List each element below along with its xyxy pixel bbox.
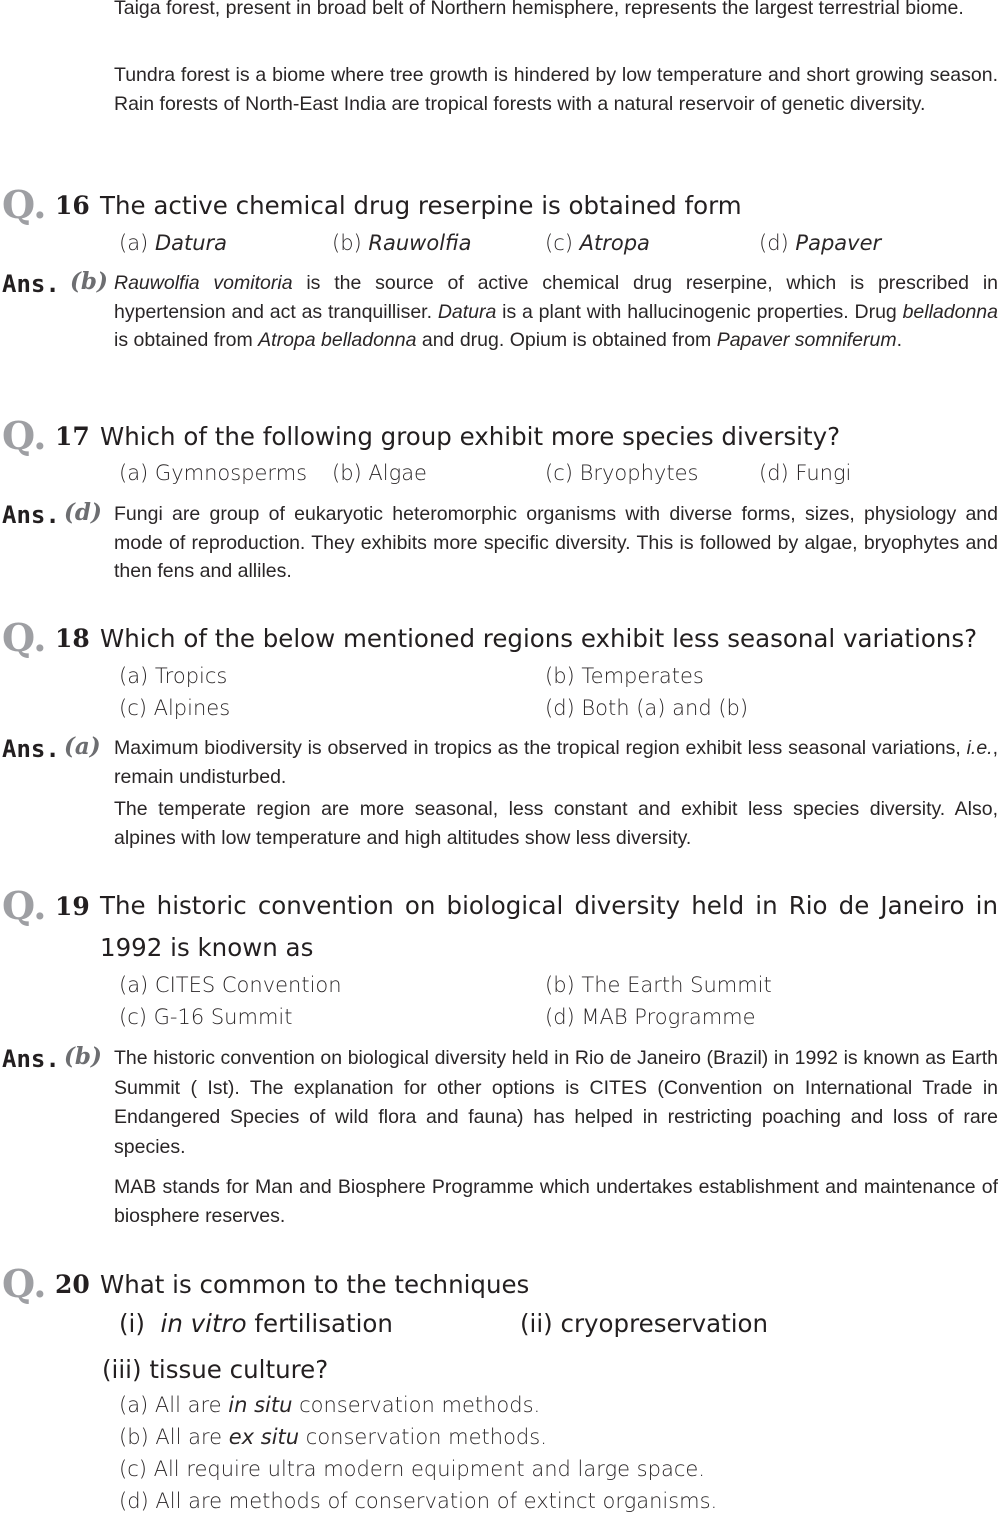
question-text: What is common to the techniques (100, 1270, 530, 1299)
question-text: Which of the below mentioned regions exhibit less seasonal variations? (100, 624, 978, 653)
technique-ii: (ii) cryopreservation (520, 1309, 769, 1338)
answer-16-text: Rauwolfia vomitoria is the source of active chemical drug reserpine, which is prescribed in hypertension and act as tranquilliser. Datura is a plant with hallucinogenic properties. Drug belladonna is obtained from Atropa belladonna and drug. Opium is obtained from Papaver somniferum. (114, 272, 998, 351)
option-a: (a) CITES Convention (119, 973, 342, 997)
answer-17-text: Fungi are group of eukaryotic heteromorphic organisms with diverse forms, sizes, physiology and mode of reproduction. They exhibits more specific diversity. This is followed by algae, bryophytes and then fens and alliles. (114, 503, 998, 582)
question-mark-icon: Q. (2, 182, 47, 227)
question-number: 17 (55, 422, 90, 451)
answer-label: Ans. (2, 1045, 60, 1073)
question-17 (0, 413, 998, 458)
question-mark-icon: Q. (2, 1261, 47, 1306)
answer-letter: (b) (70, 268, 108, 295)
answer-label: Ans. (2, 501, 60, 529)
answer-letter: (d) (64, 499, 102, 526)
question-mark-icon: Q. (2, 615, 47, 660)
intro-paragraph-2: Tundra forest is a biome where tree growth is hindered by low temperature and short growing season. Rain forests of North-East India are tropical forests with a natural reservoir of genetic diversity. (114, 64, 998, 115)
question-text: Which of the following group exhibit more species diversity? (100, 422, 841, 451)
question-text: The active chemical drug reserpine is obtained form (100, 191, 742, 220)
option-c: (c) Atropa (545, 231, 650, 255)
option-a: (a) Tropics (119, 664, 228, 688)
technique-i: (i) in vitro fertilisation (119, 1309, 393, 1338)
option-a: (a) All are in situ conservation methods. (119, 1393, 541, 1417)
question-mark-icon: Q. (2, 883, 47, 928)
option-c: (c) Alpines (119, 696, 231, 720)
answer-letter: (b) (64, 1043, 102, 1070)
answer-18-text-1: Maximum biodiversity is observed in tropics as the tropical region exhibit less seasonal variations, i.e., remain undisturbed. (114, 737, 998, 788)
answer-19-text-1: The historic convention on biological diversity held in Rio de Janeiro (Brazil) in 1992 is known as Earth Summit ( Ist). The explanation for other options is CITES (Convention on International Trade in Endangered Species of wild flora and fauna) has helped in restricting poaching and loss of rare species. (114, 1047, 998, 1158)
question-number: 16 (55, 191, 90, 220)
option-b: (b) All are ex situ conservation methods. (119, 1425, 547, 1449)
option-b: (b) Temperates (545, 664, 704, 688)
option-d: (d) Fungi (759, 461, 852, 485)
question-16 (0, 182, 998, 227)
question-number: 20 (55, 1270, 90, 1299)
answer-label: Ans. (2, 735, 60, 763)
option-d: (d) All are methods of conservation of extinct organisms. (119, 1489, 718, 1513)
answer-label: Ans. (2, 270, 60, 298)
question-18 (0, 615, 998, 660)
option-d: (d) Both (a) and (b) (545, 696, 749, 720)
option-a: (a) Gymnosperms (119, 461, 308, 485)
question-text: The historic convention on biological diversity held in Rio de Janeiro in 1992 is known as (100, 891, 998, 962)
answer-letter: (a) (64, 733, 101, 760)
question-number: 19 (55, 892, 90, 921)
option-c: (c) G-16 Summit (119, 1005, 293, 1029)
intro-paragraph-1: Taiga forest, present in broad belt of Northern hemisphere, represents the largest terrestrial biome. (114, 0, 964, 19)
option-d: (d) MAB Programme (545, 1005, 756, 1029)
option-c: (c) Bryophytes (545, 461, 699, 485)
option-b: (b) The Earth Summit (545, 973, 772, 997)
technique-iii: (iii) tissue culture? (102, 1355, 329, 1384)
question-number: 18 (55, 624, 90, 653)
option-c: (c) All require ultra modern equipment and large space. (119, 1457, 705, 1481)
answer-18-text-2: The temperate region are more seasonal, less constant and exhibit less species diversity. Also, alpines with low temperature and high altitudes show less diversity. (114, 798, 998, 849)
answer-19-text-2: MAB stands for Man and Biosphere Programme which undertakes establishment and maintenance of biosphere reserves. (114, 1176, 998, 1227)
question-20 (0, 1261, 998, 1306)
option-a: (a) Datura (119, 231, 228, 255)
option-d: (d) Papaver (759, 231, 882, 255)
option-b: (b) Rauwolfia (332, 231, 472, 255)
question-mark-icon: Q. (2, 413, 47, 458)
option-b: (b) Algae (332, 461, 427, 485)
